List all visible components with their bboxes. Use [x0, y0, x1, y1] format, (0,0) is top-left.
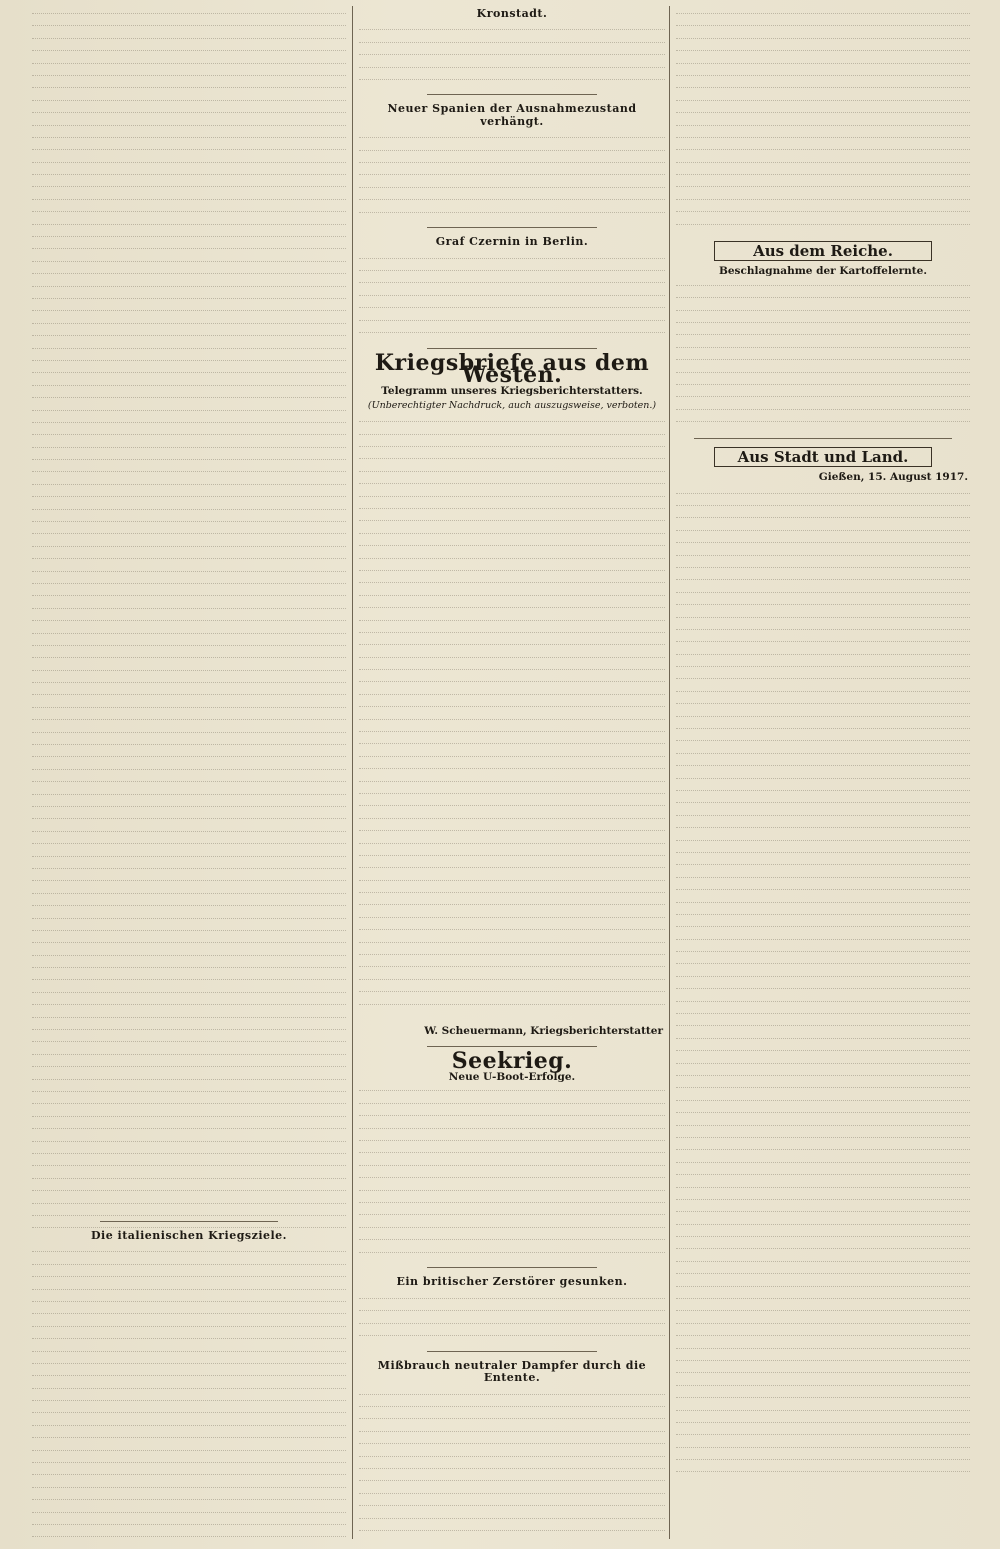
westen-reprint-note: (Unberechtigter Nachdruck, auch auszugsweise, verboten.)	[367, 399, 657, 411]
section-heading-kronstadt: Kronstadt.	[476, 8, 548, 20]
section-divider	[427, 1351, 597, 1352]
westen-subheading: Telegramm unseres Kriegsberichterstatters.	[381, 385, 643, 398]
section-divider	[427, 348, 597, 349]
section-heading-westen: Kriegsbriefe aus dem Westen.	[374, 349, 650, 389]
westen-signature: W. Scheuermann, Kriegsberichterstatter	[424, 1025, 663, 1038]
column-rule	[352, 6, 353, 1539]
unread-text-block	[357, 253, 667, 340]
unread-text-block	[674, 8, 972, 233]
section-heading-reiche: Aus dem Reiche.	[714, 241, 932, 261]
unread-text-block	[674, 488, 972, 1488]
column-rule	[669, 6, 670, 1539]
column-2	[357, 8, 667, 1539]
unread-text-block	[30, 8, 348, 1213]
unread-text-block	[357, 1389, 667, 1539]
section-heading-missbrauch: Mißbrauch neutraler Dampfer durch die Entente.	[377, 1358, 647, 1385]
unread-text-block	[357, 132, 667, 219]
unread-text-block	[357, 1085, 667, 1259]
unread-text-block	[674, 280, 972, 430]
stadt-dateline: Gießen, 15. August 1917.	[818, 471, 968, 484]
section-divider	[427, 1046, 597, 1047]
unread-text-block	[30, 1246, 348, 1539]
section-heading-czernin: Graf Czernin in Berlin.	[435, 235, 589, 249]
section-divider	[427, 1267, 597, 1268]
unread-text-block	[357, 24, 667, 86]
section-heading-italy: Die italienischen Kriegsziele.	[90, 1229, 288, 1242]
section-heading-stadt: Aus Stadt und Land.	[714, 447, 932, 467]
section-divider	[100, 1221, 278, 1222]
reiche-subheading: Beschlagnahme der Kartoffelernte.	[719, 265, 927, 278]
unread-text-block	[357, 1293, 667, 1343]
section-heading-zerstoerer: Ein britischer Zerstörer gesunken.	[396, 1275, 628, 1289]
column-1	[30, 8, 348, 1539]
section-heading-spain: Neuer Spanien der Ausnahmezustand verhängt.	[387, 102, 637, 128]
seekrieg-subheading: Neue U-Boot-Erfolge.	[448, 1071, 576, 1084]
section-heading-seekrieg: Seekrieg.	[451, 1047, 573, 1074]
section-divider	[427, 94, 597, 95]
section-divider	[427, 227, 597, 228]
section-divider	[694, 438, 952, 439]
unread-text-block	[357, 416, 667, 1021]
column-3	[674, 8, 972, 1539]
